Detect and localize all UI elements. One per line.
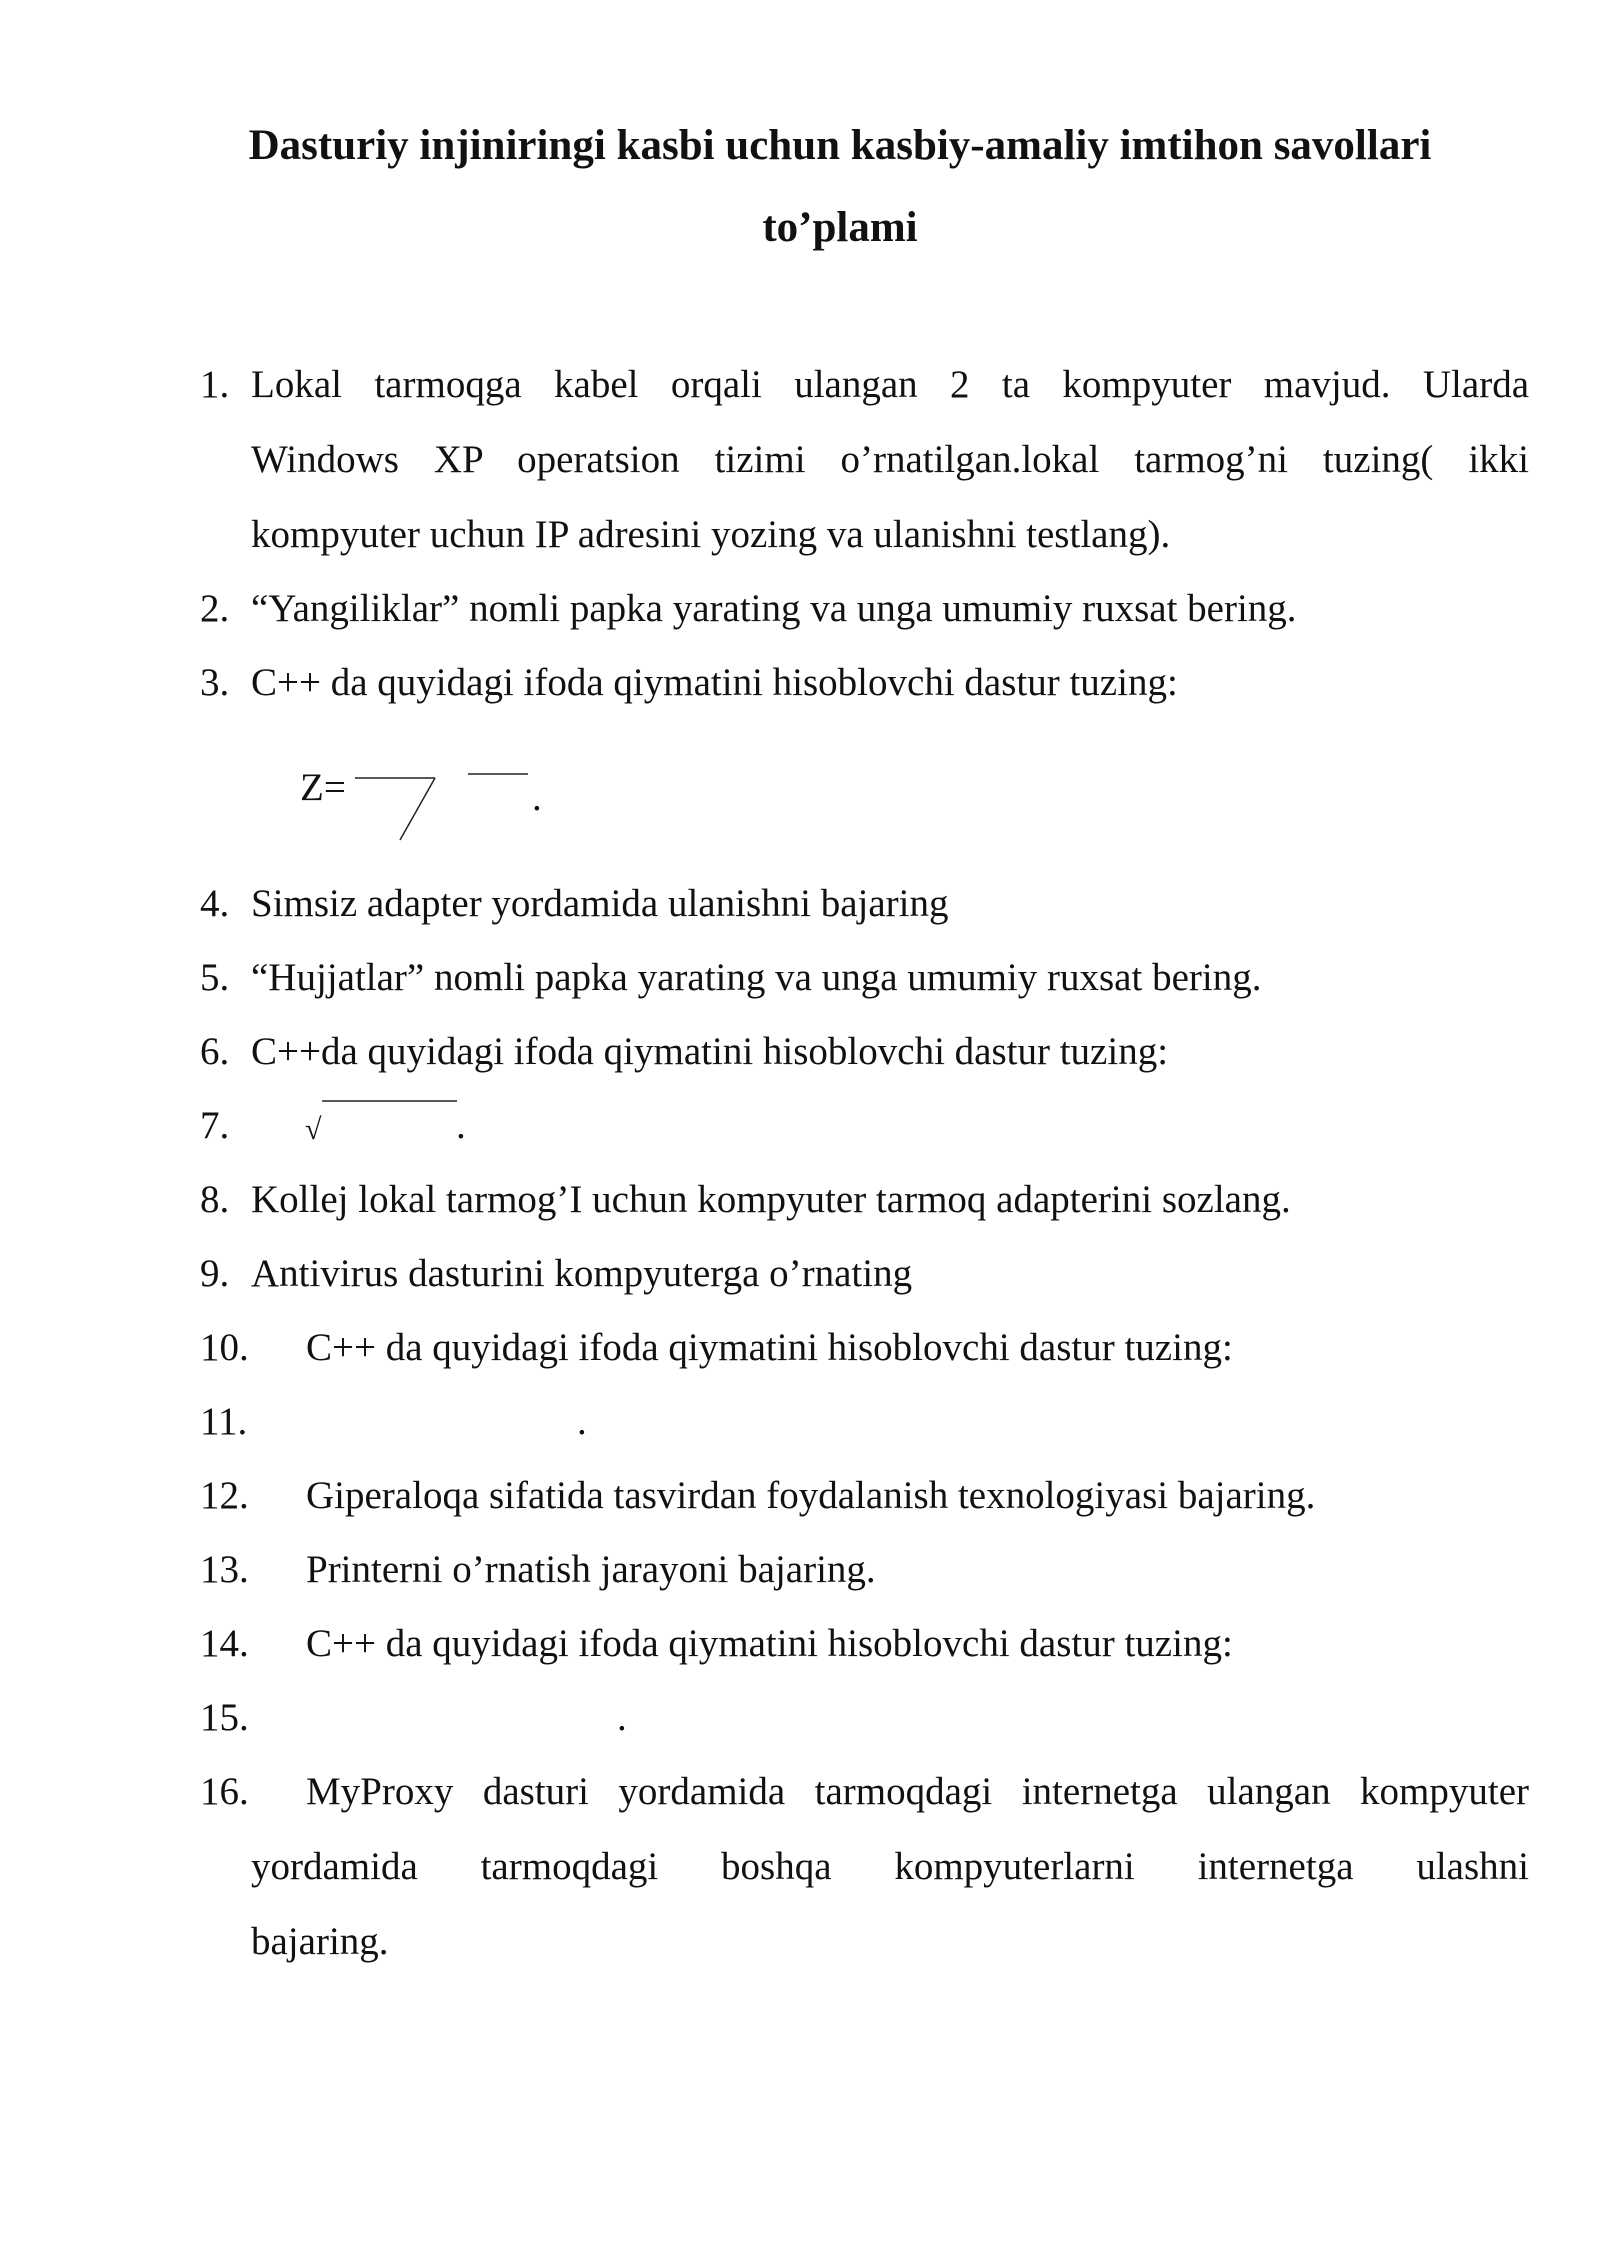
formula-z-graphic bbox=[350, 770, 550, 840]
item-number: 14. bbox=[200, 1622, 249, 1665]
item-number: 7. bbox=[200, 1104, 230, 1147]
item-number: 8. bbox=[200, 1178, 230, 1221]
item-number: 10. bbox=[200, 1326, 249, 1369]
item-1-line-3: kompyuter uchun IP adresini yozing va ulanishni testlang). bbox=[251, 513, 1171, 556]
item-number: 13. bbox=[200, 1548, 249, 1591]
formula-end: . bbox=[456, 1104, 466, 1147]
item-number: 4. bbox=[200, 882, 230, 925]
item-number: 6. bbox=[200, 1030, 230, 1073]
sqrt-glyph: √ bbox=[305, 1113, 322, 1146]
formula-7-end bbox=[456, 1088, 466, 1163]
item-text: C++ da quyidagi ifoda qiymatini hisoblovchi dastur tuzing: bbox=[251, 661, 1178, 704]
formula-end: . bbox=[577, 1400, 587, 1443]
formula-15-end bbox=[617, 1680, 627, 1755]
formula-11-end bbox=[577, 1384, 587, 1459]
formula-z bbox=[300, 758, 346, 818]
item-text: Kollej lokal tarmog’I uchun kompyuter tarmoq adapterini sozlang. bbox=[251, 1178, 1291, 1221]
item-1-line-2: Windows XP operatsion tizimi o’rnatilgan.lokal tarmog’ni tuzing( ikki bbox=[251, 438, 1529, 481]
item-16-line-3: bajaring. bbox=[251, 1920, 389, 1963]
title-line-1: Dasturiy injiniringi kasbi uchun kasbiy-amaliy imtihon savollari bbox=[248, 122, 1432, 169]
formula-prefix: Z= bbox=[300, 766, 346, 809]
item-16-line-1: MyProxy dasturi yordamida tarmoqdagi internetga ulangan kompyuter bbox=[306, 1770, 1529, 1813]
sqrt-symbol bbox=[305, 1092, 321, 1167]
item-16-first-line bbox=[306, 1754, 1529, 1829]
item-16-line-2: yordamida tarmoqdagi boshqa kompyuterlarni internetga ulashni bbox=[251, 1845, 1529, 1888]
item-number: 5. bbox=[200, 956, 230, 999]
sqrt-overline bbox=[322, 1099, 462, 1105]
item-1-text bbox=[251, 347, 1529, 572]
formula-end: . bbox=[532, 776, 542, 819]
title-line-2: to’plami bbox=[762, 204, 918, 251]
item-text: Giperaloqa sifatida tasvirdan foydalanish texnologiyasi bajaring. bbox=[306, 1474, 1316, 1517]
formula-end: . bbox=[617, 1696, 627, 1739]
item-text: “Hujjatlar” nomli papka yarating va unga umumiy ruxsat bering. bbox=[251, 956, 1262, 999]
item-text: Antivirus dasturini kompyuterga o’rnating bbox=[251, 1252, 913, 1295]
item-text: C++da quyidagi ifoda qiymatini hisoblovchi dastur tuzing: bbox=[251, 1030, 1169, 1073]
item-number: 2. bbox=[200, 587, 230, 630]
item-text: Simsiz adapter yordamida ulanishni bajaring bbox=[251, 882, 949, 925]
item-text: C++ da quyidagi ifoda qiymatini hisoblovchi dastur tuzing: bbox=[306, 1326, 1233, 1369]
item-number: 15. bbox=[200, 1696, 249, 1739]
item-16-continuation bbox=[251, 1829, 1529, 1979]
item-text: Printerni o’rnatish jarayoni bajaring. bbox=[306, 1548, 876, 1591]
item-number: 1. bbox=[200, 363, 230, 406]
document-title bbox=[140, 105, 1540, 269]
item-number: 9. bbox=[200, 1252, 230, 1295]
item-number: 16. bbox=[200, 1770, 249, 1813]
item-number: 3. bbox=[200, 661, 230, 704]
formula-z-end bbox=[532, 768, 542, 828]
item-1-line-1: Lokal tarmoqga kabel orqali ulangan 2 ta kompyuter mavjud. Ularda bbox=[251, 363, 1529, 406]
item-number: 12. bbox=[200, 1474, 249, 1517]
item-text: “Yangiliklar” nomli papka yarating va unga umumiy ruxsat bering. bbox=[251, 587, 1297, 630]
item-text: C++ da quyidagi ifoda qiymatini hisoblovchi dastur tuzing: bbox=[306, 1622, 1233, 1665]
item-number: 11. bbox=[200, 1400, 248, 1443]
